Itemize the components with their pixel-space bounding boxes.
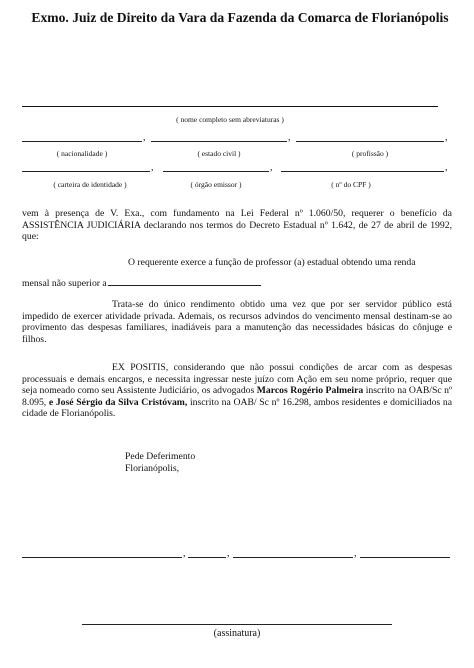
name-label: ( nome completo sem abreviaturas ) [176, 115, 284, 124]
comma: , [143, 132, 146, 143]
issuing-agency-label: ( órgão emissor ) [190, 180, 242, 189]
ex-positis-text: EX POSITIS, considerando que não possui condições de arcar com as despesas processuais e demais encargos, e necessita ingressar neste juízo com Ação em seu nome próprio, requer que seja nomeado como seu Assistente Judiciário, os advogados [22, 362, 452, 397]
comma: , [288, 132, 291, 143]
income-statement-line2 [22, 276, 322, 290]
year-line[interactable] [360, 557, 450, 558]
comma: , [354, 548, 357, 559]
month-line[interactable] [188, 557, 226, 558]
income-statement-line1: O requerente exerce a função de professor (a) estadual obtendo uma renda [128, 257, 416, 268]
income-amount-field[interactable] [108, 276, 261, 286]
comma: , [270, 162, 273, 173]
comma: , [183, 548, 186, 559]
day-line[interactable] [22, 557, 182, 558]
signature-label: (assinatura) [213, 628, 261, 639]
lawyer-oab-1: inscrito na OAB/Sc nº 8.095, [22, 385, 452, 408]
sole-income-paragraph: Trata-se do único rendimento obtido uma vez que por ser servidor público está impedido de exercer atividade privada. Ademais, os recursos advindos do vencimento mensal destinam-se ao provimento das despesas familiares, inadiáveis para a manutenção das necessidades básicas do cônjuge e filhos. [22, 299, 452, 345]
closing-request: Pede Deferimento [125, 451, 196, 462]
name-line[interactable] [22, 106, 438, 107]
cpf-label: ( nº do CPF ) [331, 180, 371, 189]
comma: , [227, 548, 230, 559]
nationality-label: ( nacionalidade ) [56, 149, 108, 158]
nationality-line[interactable] [22, 141, 142, 142]
id-card-line[interactable] [22, 171, 150, 172]
cpf-line[interactable] [281, 171, 444, 172]
signature-line[interactable] [82, 624, 392, 625]
lawyer-oab-2: inscrito na OAB/ Sc nº 16.298, ambos residentes e domiciliados na cidade de Florianópolis. [22, 396, 452, 420]
comma: , [445, 162, 448, 173]
lawyer-name-1: Marcos Rogério Palmeira [256, 385, 364, 397]
addressee-title: Exmo. Juiz de Direito da Vara da Fazenda da Comarca de Florianópolis [31, 10, 449, 25]
profession-line[interactable] [296, 141, 444, 142]
id-card-label: ( carteira de identidade ) [53, 180, 127, 189]
request-paragraph: vem à presença de V. Exa., com fundamento na Lei Federal nº 1.060/50, requerer o benefício da ASSISTÊNCIA JUDICIÁRIA declarando nos termos do Decreto Estadual nº 1.642, de 27 de abril de 1992, que: [22, 208, 452, 243]
month-name-line[interactable] [233, 557, 353, 558]
closing-city: Florianópolis, [125, 463, 180, 474]
marital-status-label: ( estado civil ) [197, 149, 241, 158]
issuing-agency-line[interactable] [163, 171, 269, 172]
marital-status-line[interactable] [151, 141, 287, 142]
comma: , [151, 162, 154, 173]
income-prefix: mensal não superior a [22, 278, 107, 289]
profession-label: ( profissão ) [351, 149, 389, 158]
lawyer-name-2: e José Sérgio da Silva Cristóvam, [46, 396, 188, 408]
comma: , [445, 132, 448, 143]
ex-positis-paragraph [22, 362, 452, 420]
